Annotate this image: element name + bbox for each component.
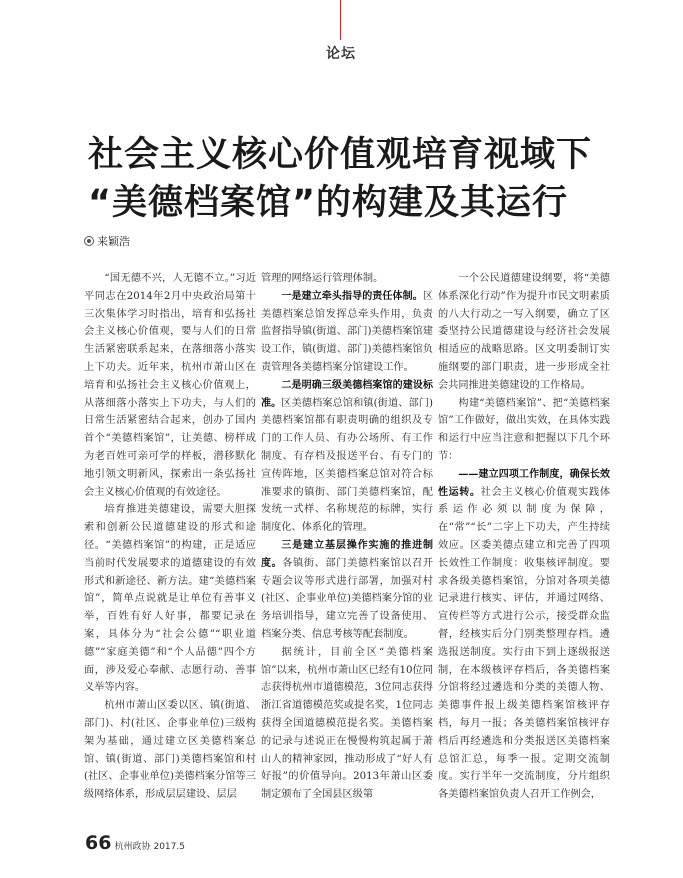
paragraph: 管理的网络运行管理体制。 [261,273,384,284]
column-1 [84,270,256,804]
title-line-1: 社会主义核心价值观培育视域下 [88,135,593,175]
paragraph-text: 构建“美德档案馆”、把“美德档案馆”工作做好，做出实效，在具体实践和运行中应当注意和把握以下几个环节： [438,397,610,462]
page-footer [85,832,185,854]
paragraph-text: 据统计，目前全区“美德档案馆”以来，杭州市萧山区已经有10位同志获得杭州市道德模范，3位同志获得浙江省道德模范奖或提名奖，1位同志获得全国道德模范提名奖。美德档案的记录与述说正在慢慢构筑起属于萧山人的精神家园，推动形成了“好人有好报”的价值导向。2013年萧山区委制定颁布了全国县区级第 [261,646,433,801]
column-2 [261,270,433,804]
paragraph-text: 各镇街、部门美德档案馆以召开专题会议等形式进行部署，加强对村(社区、企事业单位)美德档案分馆的业务培训指导，建立完善了设备使用、档案分类、信息考核等配套制度。 [261,557,433,640]
article-title [88,131,592,227]
paragraph-lead: 三是建立基层操作实施的推进制度。 [261,539,433,569]
paragraph-lead: ——建立四项工作制度，确保长效性运转。 [438,468,610,498]
column-3 [438,270,610,804]
paragraph-lead: 二是明确三级美德档案馆的建设标准。 [261,379,433,409]
section-tag: 论坛 [326,46,356,62]
paragraph [438,466,610,804]
paragraph: “国无德不兴，人无德不立。”习近平同志在2014年2月中央政治局第十三次集体学习时指出，培育和弘扬社会主义核心价值观，要与人们的日常生活紧密联系起来，在落细落小落实上下功夫。近年来，杭州市萧山区在培育和弘扬社会主义核心价值观上，从落细落小落实上下功夫，与人们的日常生活紧密结合起来，创办了国内首个“美德档案馆”，让美德、榜样成为老百姓可亲可学的样板，潜移默化地引领文明新风，探索出一条弘扬社会主义核心价值观的有效途径。 [84,273,256,498]
paragraph-text: 社会主义核心价值观实践体系运作必须以制度为保障，在“常”“长”二字上下功夫，产生持续效应。区委美德点建立和完善了四项长效性工作制度：收集核评制度。要求各级美德档案馆，分馆对各项美德记录进行核实、评估，并通过网络、宣传栏等方式进行公示，接受群众监督，经核实后分门别类整理存档。遴选报送制度。实行由下到上逐级报送制，在本级核评存档后，各美德档案分馆将经过遴选和分类的美德人物、美德事件报上级美德档案馆核评存档，每月一报；各美德档案馆核评存档后再经遴选和分类报送区美德档案总馆汇总，每季一报。定期交流制度。实行半年一交流制度，分片组织各美德档案馆负责人召开工作例会， [438,486,611,801]
paragraph [261,644,433,804]
paragraph: 一个公民道德建设纲要，将“美德体系深化行动”作为提升市民文明素质的八大行动之一写入纲要，确立了区委坚持公民道德建设与经济社会发展相适应的战略思路。区文明委制订实施纲要的部门职责，进一步形成全社会共同推进美德建设的工作格局。 [438,273,610,391]
author-byline [84,233,130,249]
paragraph-text: 区美德档案总馆和镇(街道、部门)美德档案馆都有职责明确的组织及专门的工作人员、有办公场所、有工作制度、有存档及报送平台、有专门的宣传阵地，区美德档案总馆对符合标准要求的镇街、部门美德档案馆，配发统一式样、名称规范的标牌，实行制度化、体系化的管理。 [261,397,433,534]
author-name: 来颖浩 [97,235,130,248]
issue-number: 2017.5 [153,842,185,852]
paragraph [438,395,610,466]
paragraph-lead: 一是建立牵头指导的责任体制。 [281,290,423,302]
journal-name: 杭州政协 [114,842,151,852]
paragraph: 培育推进美德建设，需要大胆探索和创新公民道德建设的形式和途径。“美德档案馆”的构建，正是适应当前时代发展要求的道德建设的有效形式和新途径、新方法。建“美德档案馆”，简单点说就是让单位有善事义举，百姓有好人好事，都要记录在案，具体分为“社会公德”“职业道德”“家庭美德”和“个人品德”四个方面，涉及爱心奉献、志愿行动、善事义举等内容。 [84,504,256,694]
page-number: 66 [85,832,112,854]
title-line-2: “美德档案馆”的构建及其运行 [88,183,569,223]
paragraph: 杭州市萧山区委以区、镇(街道、部门)、村(社区、企事业单位)三级构架为基础，通过建立区美德档案总馆、镇(街道、部门)美德档案馆和村(社区、企事业单位)美德档案分馆等三级网络体系，形成层层建设、层层 [84,700,256,801]
paragraph-text: 区美德档案总馆发挥总牵头作用，负责监督指导镇(街道、部门)美德档案馆建设工作，镇(街道、部门)美德档案馆负责管理各美德档案分馆建设工作。 [261,290,433,373]
top-divider-line [340,0,341,40]
paragraph [261,288,433,377]
paragraph [261,377,433,537]
bullet-circle-icon [84,236,94,246]
paragraph [261,537,433,644]
